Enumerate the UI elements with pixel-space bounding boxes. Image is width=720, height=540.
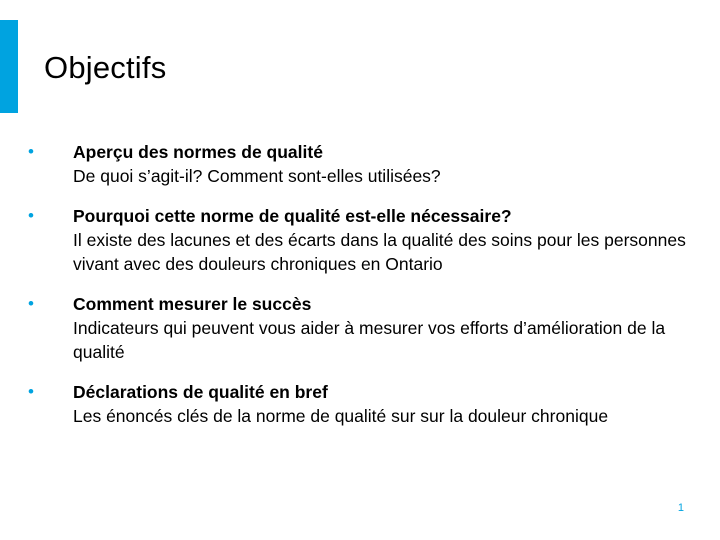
page-number: 1	[677, 502, 684, 514]
objective-heading: Déclarations de qualité en bref	[73, 382, 328, 402]
objectives-list	[28, 140, 688, 444]
bullet-icon: •	[28, 382, 34, 401]
slide-title: Objectifs	[44, 50, 167, 85]
objective-item-why-needed	[28, 204, 688, 276]
bullet-icon: •	[28, 206, 34, 225]
objective-item-measure-success	[28, 292, 688, 364]
title-accent-bar	[0, 20, 18, 113]
objective-heading: Comment mesurer le succès	[73, 294, 312, 314]
objective-description: Il existe des lacunes et des écarts dans la qualité des soins pour les personnes vivant avec des douleurs chroniques en Ontario	[73, 230, 686, 274]
objective-description: De quoi s’agit-il? Comment sont-elles utilisées?	[73, 166, 441, 186]
objective-item-quality-statements	[28, 380, 688, 428]
objective-item-overview	[28, 140, 688, 188]
bullet-icon: •	[28, 142, 34, 161]
bullet-icon: •	[28, 294, 34, 313]
objective-heading: Aperçu des normes de qualité	[73, 142, 323, 162]
objective-heading: Pourquoi cette norme de qualité est-elle nécessaire?	[73, 206, 512, 226]
objective-description: Les énoncés clés de la norme de qualité sur sur la douleur chronique	[73, 406, 609, 426]
objective-description: Indicateurs qui peuvent vous aider à mesurer vos efforts d’amélioration de la qualité	[73, 318, 666, 362]
